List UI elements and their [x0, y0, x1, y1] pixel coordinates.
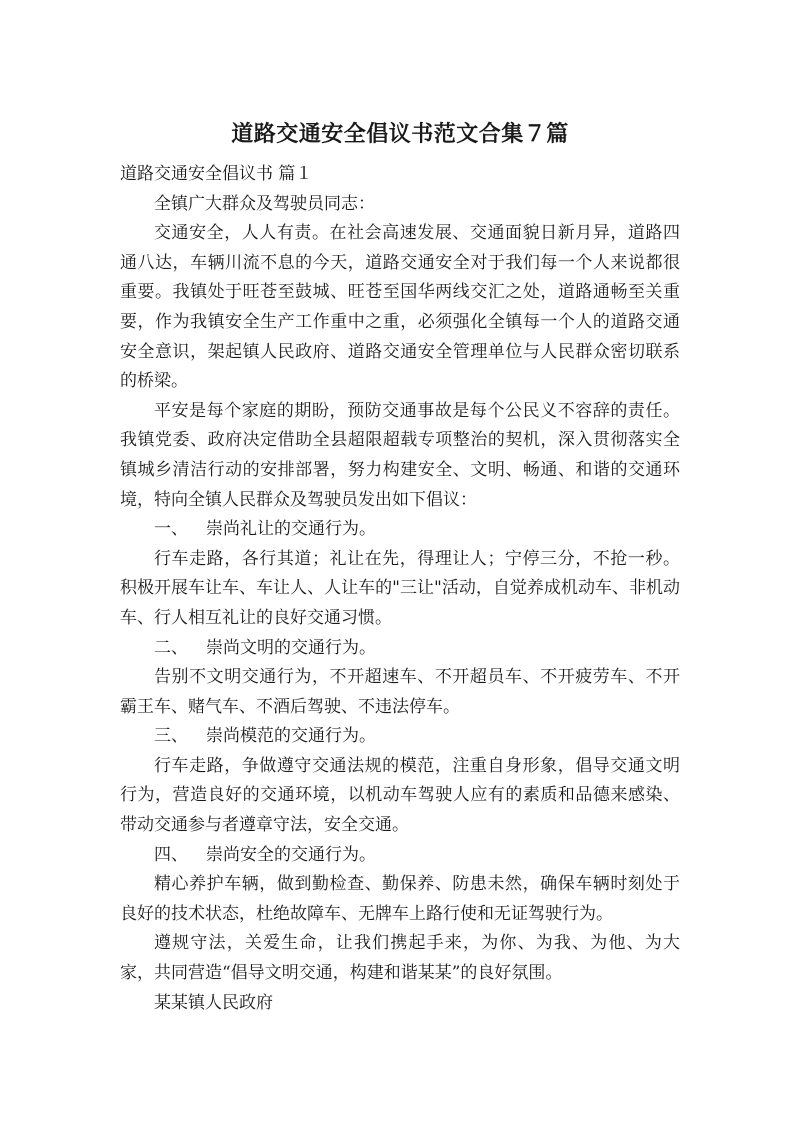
- salutation: 全镇广大群众及驾驶员同志：: [154, 193, 375, 214]
- item-heading-3: [120, 722, 680, 752]
- item-heading-1: [120, 515, 680, 545]
- document-title: 道路交通安全倡议书范文合集７篇: [231, 122, 569, 147]
- closing-paragraph: 遵规守法，关爱生命，让我们携起手来，为你、为我、为他、为大家，共同营造“倡导文明交通，构建和谐某某”的良好氛围。: [120, 933, 680, 984]
- item-text-4: 精心养护车辆，做到勤检查、勤保养、防患未然，确保车辆时刻处于良好的技术状态，杜绝故障车、无牌车上路行使和无证驾驶行为。: [120, 874, 680, 924]
- paragraph-initiative: 平安是每个家庭的期盼，预防交通事故是每个公民义不容辞的责任。我镇党委、政府决定借助全县超限超载专项整治的契机，深入贯彻落实全镇城乡清洁行动的安排部署，努力构建安全、文明、畅通、和谐的交通环境，特向全镇人民群众及驾驶员发出如下倡议：: [120, 400, 680, 510]
- item-title: 崇尚礼让的交通行为。: [206, 519, 376, 540]
- item-title: 崇尚文明的交通行为。: [206, 637, 376, 658]
- section-subtitle: 道路交通安全倡议书 篇１: [120, 164, 313, 184]
- signature: 某某镇人民政府: [154, 992, 273, 1013]
- item-number: 三、: [154, 726, 188, 747]
- item-number: 一、: [154, 519, 188, 540]
- item-text-1: 行车走路，各行其道；礼让在先，得理让人；宁停三分，不抢一秒。积极开展车让车、车让人、人让车的"三让"活动，自觉养成机动车、非机动车、行人相互礼让的良好交通习惯。: [120, 548, 680, 628]
- paragraph-intro: 交通安全，人人有责。在社会高速发展、交通面貌日新月异，道路四通八达，车辆川流不息的今天，道路交通安全对于我们每一个人来说都很重要。我镇处于旺苍至鼓城、旺苍至国华两线交汇之处，道路通畅至关重要，作为我镇安全生产工作重中之重，必须强化全镇每一个人的道路交通安全意识，架起镇人民政府、道路交通安全管理单位与人民群众密切联系的桥梁。: [120, 223, 680, 392]
- item-text-2: 告别不文明交通行为，不开超速车、不开超员车、不开疲劳车、不开霸王车、赌气车、不酒后驾驶、不违法停车。: [120, 667, 680, 717]
- document-body: [120, 160, 680, 1018]
- item-number: 四、: [154, 844, 188, 865]
- item-number: 二、: [154, 637, 188, 658]
- item-heading-4: [120, 841, 680, 871]
- item-title: 崇尚安全的交通行为。: [206, 844, 376, 865]
- item-heading-2: [120, 634, 680, 664]
- item-text-3: 行车走路，争做遵守交通法规的模范，注重自身形象，倡导交通文明行为，营造良好的交通环境，以机动车驾驶人应有的素质和品德来感染、带动交通参与者遵章守法，安全交通。: [120, 755, 680, 836]
- item-title: 崇尚模范的交通行为。: [206, 726, 376, 747]
